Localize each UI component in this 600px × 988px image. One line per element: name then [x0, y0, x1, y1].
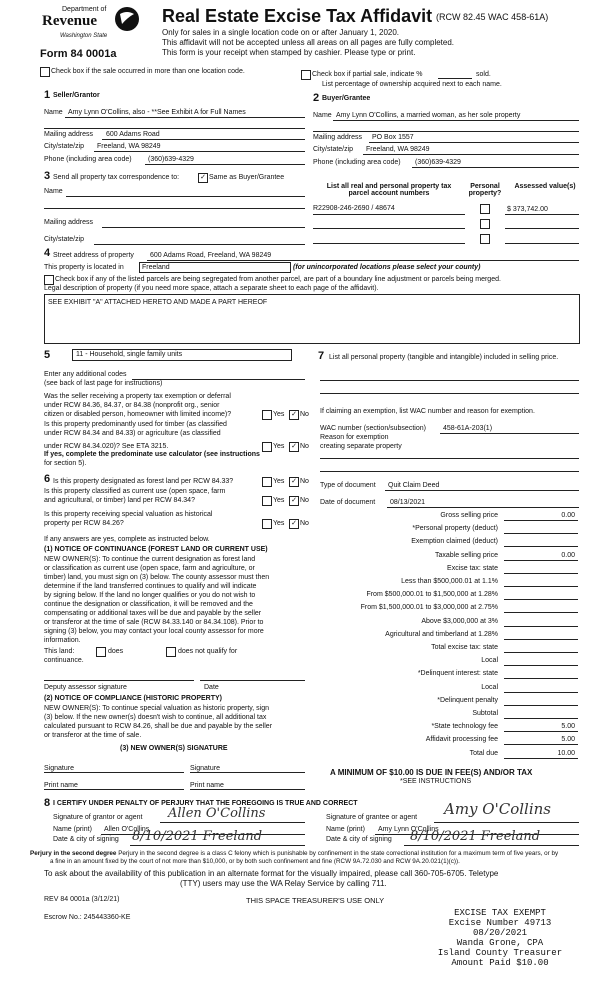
- header-note-2: This affidavit will not be accepted unless all areas on all pages are fully completed.: [162, 38, 455, 47]
- doc-type-value[interactable]: Quit Claim Deed: [388, 482, 440, 489]
- notice-continuance-line: or classification as current use (open space, farm and agriculture, or: [44, 565, 255, 572]
- reason-label: Reason for exemption: [320, 434, 389, 441]
- tax-row-value[interactable]: 0.00: [504, 512, 578, 521]
- parcel-row-1[interactable]: R22908-246-2690 / 48674: [313, 205, 395, 212]
- q-timber-4: If yes, complete the predominate use calculator (see instructions: [44, 451, 260, 458]
- sec8-number: 8: [44, 797, 51, 809]
- tax-row-value[interactable]: [504, 710, 578, 719]
- notice-continuance-text: [44, 555, 269, 645]
- tax-row-value[interactable]: [504, 670, 578, 679]
- seller-phone[interactable]: (360)639-4329: [148, 156, 194, 163]
- form-rcw: (RCW 82.45 WAC 458-61A): [436, 12, 549, 22]
- seller-city[interactable]: Freeland, WA 98249: [97, 143, 161, 150]
- grantor-name-label: Name (print): [53, 826, 92, 833]
- tax-row: [320, 750, 580, 762]
- tax-row-value[interactable]: [504, 565, 578, 574]
- tax-row-label: Local: [481, 657, 498, 665]
- tax-row-label: Local: [481, 683, 498, 691]
- tax-row-value[interactable]: [504, 591, 578, 600]
- new-owner-print-label-2: Print name: [190, 782, 224, 789]
- tax-row-label: Above $3,000,000 at 3%: [421, 617, 498, 625]
- personal-property-checkbox-1[interactable]: [480, 204, 490, 214]
- certification-text: I CERTIFY UNDER PENALTY OF PERJURY THAT THE FOREGOING IS TRUE AND CORRECT: [53, 800, 358, 807]
- sec7-text: List all personal property (tangible and intangible) included in selling price.: [329, 354, 559, 361]
- does-not-label: does not qualify for: [178, 648, 238, 655]
- partial-sale-label: Check box if partial sale, indicate %: [312, 71, 423, 78]
- tax-row-label: From $1,500,000.01 to $3,000,000 at 2.75%: [360, 604, 498, 612]
- wac-label: WAC number (section/subsection): [320, 425, 426, 432]
- q-exemption-1: Was the seller receiving a property tax exemption or deferral: [44, 393, 231, 400]
- logo-agency: Revenue: [42, 13, 97, 29]
- tax-row-label: Agricultural and timberland at 1.28%: [385, 630, 498, 638]
- notice-continuance-line: timber) land, you must sign on (3) below. The county assessor must then: [44, 574, 270, 581]
- tax-row-label: Total excise tax: state: [431, 644, 498, 651]
- located-label: This property is located in: [44, 264, 124, 271]
- tax-row-value[interactable]: [504, 578, 578, 587]
- grantee-signature: Amy O'Collins: [444, 800, 551, 818]
- current-use-yes-checkbox[interactable]: [262, 496, 272, 506]
- historic-yes-label: Yes: [273, 520, 285, 527]
- washington-logo-icon: [114, 6, 140, 32]
- multi-location-label: Check box if the sale occurred in more than one location code.: [51, 68, 245, 75]
- grantor-signature: Allen O'Collins: [168, 806, 266, 821]
- seller-name-label: Name: [44, 109, 63, 116]
- buyer-number: 2: [313, 92, 320, 104]
- notice-compliance-line: or transferor at the time of sale.: [44, 732, 142, 739]
- notice-continuance-line: or transferor at the time of sale (RCW 84.33.140 or 84.34.108). Prior to: [44, 619, 264, 626]
- tax-row-value[interactable]: 10.00: [504, 750, 578, 759]
- tax-row-label: *Delinquent penalty: [437, 696, 498, 704]
- tax-row-value[interactable]: [504, 525, 578, 534]
- parcel-col-1: List all real and personal property tax parcel account numbers: [326, 183, 452, 197]
- new-owner-print-label-1: Print name: [44, 782, 78, 789]
- historic-yes-checkbox[interactable]: [262, 519, 272, 529]
- parcel-col-2: Personal property?: [468, 183, 502, 197]
- tax-row-label: Total due: [469, 749, 498, 757]
- does-checkbox[interactable]: [96, 647, 106, 657]
- legal-description: SEE EXHIBIT "A" ATTACHED HERETO AND MADE A PART HEREOF: [48, 299, 268, 306]
- notice-continuance-line: NEW OWNER(S): To continue the current designation as forest land: [44, 556, 256, 563]
- sec6-number: 6: [44, 473, 51, 485]
- alternate-format-2: (TTY) users may use the WA Relay Service by calling 711.: [180, 879, 387, 888]
- sec7-number: 7: [318, 350, 325, 362]
- revenue-logo: [42, 6, 142, 48]
- tax-row: [320, 578, 580, 590]
- q-timber-3: under RCW 84.34.020)? See ETA 3215.: [44, 443, 169, 450]
- grantor-signature-label: Signature of grantor or agent: [53, 814, 143, 821]
- tax-row-value[interactable]: 5.00: [504, 723, 578, 732]
- notice-compliance-text: [44, 704, 272, 740]
- buyer-name[interactable]: Amy Lynn O'Collins, a married woman, as her sole property: [336, 112, 521, 119]
- q-historic-1: Is this property receiving special valuation as historical: [44, 511, 213, 518]
- partial-sale-checkbox[interactable]: [301, 70, 311, 80]
- legal-description-box[interactable]: [44, 294, 580, 344]
- sec3-text: Send all property tax correspondence to:: [53, 174, 180, 181]
- current-use-no-checkbox[interactable]: ✓: [289, 496, 299, 506]
- logo-dept: Department of: [62, 6, 107, 13]
- continuance-label: continuance.: [44, 657, 84, 664]
- timber-no-checkbox[interactable]: ✓: [289, 442, 299, 452]
- historic-no-label: No: [300, 520, 309, 527]
- exemption-label: If claiming an exemption, list WAC number and reason for exemption.: [320, 408, 535, 415]
- tax-row: [320, 591, 580, 603]
- buyer-phone[interactable]: (360)639-4329: [415, 159, 461, 166]
- header-note-1: Only for sales in a single location code on or after January 1, 2020.: [162, 28, 400, 37]
- notice-continuance-line: signing (3) below, you may contact your local county assessor for more: [44, 628, 264, 635]
- q-historic-2: property per RCW 84.26?: [44, 520, 124, 527]
- tax-row-label: Affidavit processing fee: [425, 736, 498, 744]
- tax-row-value[interactable]: [504, 657, 578, 666]
- tax-row-label: Subtotal: [472, 710, 498, 717]
- new-owner-signature-label-2: Signature: [190, 765, 220, 772]
- reason-value[interactable]: creating separate property: [320, 443, 402, 450]
- tax-row-value[interactable]: 5.00: [504, 736, 578, 745]
- tax-row-label: Excise tax: state: [447, 564, 498, 572]
- new-owner-signature-heading: (3) NEW OWNER(S) SIGNATURE: [120, 745, 228, 752]
- tax-row-value[interactable]: [504, 604, 578, 613]
- stamp-line-5: Island County Treasurer: [437, 948, 563, 958]
- doc-type-label: Type of document: [320, 482, 376, 489]
- street-label: Street address of property: [53, 252, 134, 259]
- tax-row: [320, 512, 580, 524]
- tax-row: [320, 618, 580, 630]
- same-as-buyer-label: Same as Buyer/Grantee: [209, 174, 285, 181]
- grantee-signature-label: Signature of grantee or agent: [326, 814, 418, 821]
- unincorporated-note: (for unincorporated locations please select your county): [293, 264, 481, 271]
- deputy-signature-label: Deputy assessor signature: [44, 684, 127, 691]
- tax-row-value[interactable]: [504, 538, 578, 547]
- perjury-text-1: Perjury in the second degree is a class C felony which is punishable by confinement in the state correctional institution for a maximum term of five years, or by: [118, 850, 559, 857]
- sec5-number: 5: [44, 349, 51, 361]
- current-use-yes-label: Yes: [273, 497, 285, 504]
- notice-compliance-line: NEW OWNER(S): To continue special valuation as historic property, sign: [44, 705, 269, 712]
- minimum-due: A MINIMUM OF $10.00 IS DUE IN FEE(S) AND/OR TAX: [330, 768, 533, 777]
- notice-compliance-heading: (2) NOTICE OF COMPLIANCE (HISTORIC PROPERTY): [44, 695, 222, 702]
- q-exemption-3: citizen or disabled person, homeowner with limited income)?: [44, 411, 232, 418]
- logo-state: Washington State: [60, 33, 108, 39]
- form-title: Real Estate Excise Tax Affidavit: [162, 6, 433, 26]
- q-current-use-2: and agricultural, or timber) land per RCW 84.34?: [44, 497, 195, 504]
- personal-property-checkbox-2[interactable]: [480, 219, 490, 229]
- notice-continuance-line: by signing below. If the land no longer qualifies or you do not wish to: [44, 592, 256, 599]
- tax-row: [320, 723, 580, 735]
- grantor-date-label: Date & city of signing: [53, 836, 119, 843]
- tax-row: [320, 552, 580, 564]
- use-code: 11 - Household, single family units: [76, 351, 183, 358]
- notice-continuance-line: information.: [44, 637, 81, 644]
- tax-row: [320, 644, 580, 656]
- sec3-city-label: City/state/zip: [44, 236, 85, 243]
- tax-row-label: *State technology fee: [431, 723, 498, 731]
- does-not-checkbox[interactable]: [166, 647, 176, 657]
- legal-label: Legal description of property (if you need more space, attach a separate sheet to each page of the affidavit).: [44, 285, 379, 292]
- doc-date-label: Date of document: [320, 499, 376, 506]
- seller-name[interactable]: Amy Lynn O'Collins, also - **See Exhibit A for Full Names: [68, 109, 246, 116]
- use-code-select[interactable]: [72, 349, 292, 361]
- q-timber-1: Is this property predominantly used for timber (as classified: [44, 421, 227, 428]
- tax-row: [320, 657, 580, 669]
- tax-row-label: *Delinquent interest: state: [417, 670, 498, 678]
- deputy-date-label: Date: [204, 684, 219, 691]
- buyer-name-label: Name: [313, 112, 332, 119]
- form-number: Form 84 0001a: [40, 48, 117, 60]
- forest-no-checkbox[interactable]: ✓: [289, 477, 299, 487]
- stamp-line-6: Amount Paid $10.00: [451, 958, 549, 968]
- notice-continuance-line: continue the designation or classification, it will be removed and the: [44, 601, 253, 608]
- notice-continuance-line: compensating or additional taxes will be due and payable by the seller: [44, 610, 262, 617]
- segregated-checkbox[interactable]: [44, 275, 54, 285]
- timber-no-label: No: [300, 443, 309, 450]
- tax-row: [320, 710, 580, 722]
- grantee-date-label: Date & city of signing: [326, 836, 392, 843]
- alternate-format-1: To ask about the availability of this publication in an alternate format for the visually impaired, please call 360-705-6705. Teletype: [44, 869, 499, 878]
- see-instructions: *SEE INSTRUCTIONS: [400, 778, 472, 785]
- stamp-line-1: EXCISE TAX EXEMPT: [454, 908, 546, 918]
- sec4-number: 4: [44, 247, 51, 259]
- stamp-line-3: 08/20/2021: [472, 928, 527, 938]
- tax-row: [320, 525, 580, 537]
- new-owner-signature-label-1: Signature: [44, 765, 74, 772]
- does-label: does: [108, 648, 124, 655]
- buyer-city-label: City/state/zip: [313, 146, 354, 153]
- additional-codes-note: (see back of last page for instructions): [44, 380, 163, 387]
- buyer-heading: Buyer/Grantee: [322, 95, 371, 102]
- exemption-no-label: No: [300, 411, 309, 418]
- buyer-phone-label: Phone (including area code): [313, 159, 401, 166]
- historic-no-checkbox[interactable]: ✓: [289, 519, 299, 529]
- notice-compliance-line: (3) below. If the new owner(s) doesn't wish to continue, all additional tax: [44, 714, 267, 721]
- tax-row-value[interactable]: 0.00: [504, 552, 578, 561]
- q-exemption-2: under RCW 84.36, 84.37, or 84.38 (nonprofit org., senior: [44, 402, 220, 409]
- tax-row: [320, 736, 580, 748]
- partial-percent-line: [438, 78, 472, 79]
- tax-row-label: *Personal property (deduct): [412, 525, 498, 533]
- grantor-date-city: 8/10/2021 Freeland: [132, 829, 263, 844]
- grantee-date-city: 8/10/2021 Freeland: [410, 829, 541, 844]
- perjury-line-1: Perjury in the second degree Perjury in the second degree is a class C felony which is punishable by confinement in the state correctional institution for a maximum term of five years, or by: [30, 850, 559, 857]
- grantee-name[interactable]: Amy Lynn O'Collins: [378, 826, 439, 833]
- tax-row: [320, 697, 580, 709]
- tax-row: [320, 538, 580, 550]
- forest-yes-label: Yes: [273, 478, 285, 485]
- q-timber-5: for section 5).: [44, 460, 87, 467]
- tax-row-label: Exemption claimed (deduct): [411, 538, 498, 546]
- parcel-col-3: Assessed value(s): [514, 183, 576, 190]
- wac-value[interactable]: 458-61A-203(1): [443, 425, 493, 432]
- treasurer-use: THIS SPACE TREASURER'S USE ONLY: [246, 896, 385, 905]
- tax-table: [320, 512, 580, 764]
- if-yes-note: If any answers are yes, complete as instructed below.: [44, 536, 210, 543]
- partial-sold-label: sold.: [476, 71, 491, 78]
- q-timber-2: under RCW 84.34 and 84.33) or agriculture (as classified: [44, 430, 221, 437]
- tax-row-label: Taxable selling price: [434, 551, 498, 559]
- stamp-line-4: Wanda Grone, CPA: [456, 938, 544, 948]
- sec3-name-label: Name: [44, 188, 63, 195]
- perjury-line-2: a fine in an amount fixed by the court of not more than $10,000, or by both such confinement and fine (RCW 9A.72.030 and RCW 9A.20.021(1)(c)).: [50, 858, 460, 865]
- tax-row-value[interactable]: [504, 618, 578, 627]
- partial-note: List percentage of ownership acquired next to each name.: [322, 81, 502, 88]
- tax-row-label: Gross selling price: [440, 512, 498, 519]
- notice-compliance-line: calculated pursuant to RCW 84.26, shall be due and payable by the seller: [44, 723, 273, 730]
- tax-row: [320, 631, 580, 643]
- forest-no-label: No: [300, 478, 309, 485]
- tax-row-label: From $500,000.01 to $1,500,000 at 1.28%: [366, 591, 498, 599]
- tax-row: [320, 604, 580, 616]
- escrow-number: Escrow No.: 245443360-KE: [44, 914, 131, 921]
- this-land-label: This land:: [44, 648, 75, 655]
- multi-location-checkbox[interactable]: [40, 67, 50, 77]
- tax-row: [320, 565, 580, 577]
- additional-codes-label: Enter any additional codes: [44, 371, 127, 378]
- located-value: Freeland: [142, 264, 170, 271]
- tax-row-value[interactable]: [504, 631, 578, 640]
- forest-yes-checkbox[interactable]: [262, 477, 272, 487]
- sec3-number: 3: [44, 170, 51, 182]
- street-value[interactable]: 600 Adams Road, Freeland, WA 98249: [150, 252, 272, 259]
- seller-number: 1: [44, 89, 51, 101]
- q-current-use-1: Is this property classified as current use (open space, farm: [44, 488, 226, 495]
- q-forest: Is this property designated as forest land per RCW 84.33?: [53, 478, 234, 485]
- current-use-no-label: No: [300, 497, 309, 504]
- exemption-no-checkbox[interactable]: ✓: [289, 410, 299, 420]
- notice-continuance-line: determine if the land transferred continues to qualify and will indicate: [44, 583, 257, 590]
- tax-row-label: Less than $500,000.01 at 1.1%: [401, 578, 498, 585]
- timber-yes-checkbox[interactable]: [262, 442, 272, 452]
- timber-yes-label: Yes: [273, 443, 285, 450]
- tax-row-value[interactable]: [504, 684, 578, 693]
- exemption-yes-checkbox[interactable]: [262, 410, 272, 420]
- tax-row: [320, 684, 580, 696]
- located-select[interactable]: [139, 262, 291, 273]
- seller-mail-label: Mailing address: [44, 131, 94, 138]
- doc-date-value[interactable]: 08/13/2021: [390, 499, 426, 506]
- tax-row: [320, 670, 580, 682]
- seller-mail[interactable]: 600 Adams Road: [106, 131, 160, 138]
- seller-phone-label: Phone (including area code): [44, 156, 132, 163]
- buyer-mail[interactable]: PO Box 1557: [372, 134, 414, 141]
- same-as-buyer-checkbox[interactable]: ✓: [198, 173, 208, 183]
- seller-city-label: City/state/zip: [44, 143, 85, 150]
- revision: REV 84 0001a (3/12/21): [44, 896, 120, 903]
- segregated-label: Check box if any of the listed parcels are being segregated from another parcel, are part of a boundary line adjustment or parcels being merged.: [55, 276, 501, 283]
- buyer-city[interactable]: Freeland, WA 98249: [366, 146, 430, 153]
- sec3-mail-label: Mailing address: [44, 219, 94, 226]
- tax-row-value[interactable]: [504, 644, 578, 653]
- personal-property-checkbox-3[interactable]: [480, 234, 490, 244]
- tax-row-value[interactable]: [504, 697, 578, 706]
- seller-heading: Seller/Grantor: [53, 92, 100, 99]
- buyer-mail-label: Mailing address: [313, 134, 363, 141]
- stamp-line-2: Excise Number 49713: [448, 918, 552, 928]
- exemption-yes-label: Yes: [273, 411, 285, 418]
- grantor-name[interactable]: Allen O'Collins: [104, 826, 150, 833]
- parcel-value-1[interactable]: $ 373,742.00: [507, 206, 548, 213]
- treasurer-stamp: [430, 908, 570, 968]
- header-note-3: This form is your receipt when stamped by cashier. Please type or print.: [162, 48, 416, 57]
- notice-continuance-heading: (1) NOTICE OF CONTINUANCE (FOREST LAND OR CURRENT USE): [44, 546, 268, 553]
- grantee-name-label: Name (print): [326, 826, 365, 833]
